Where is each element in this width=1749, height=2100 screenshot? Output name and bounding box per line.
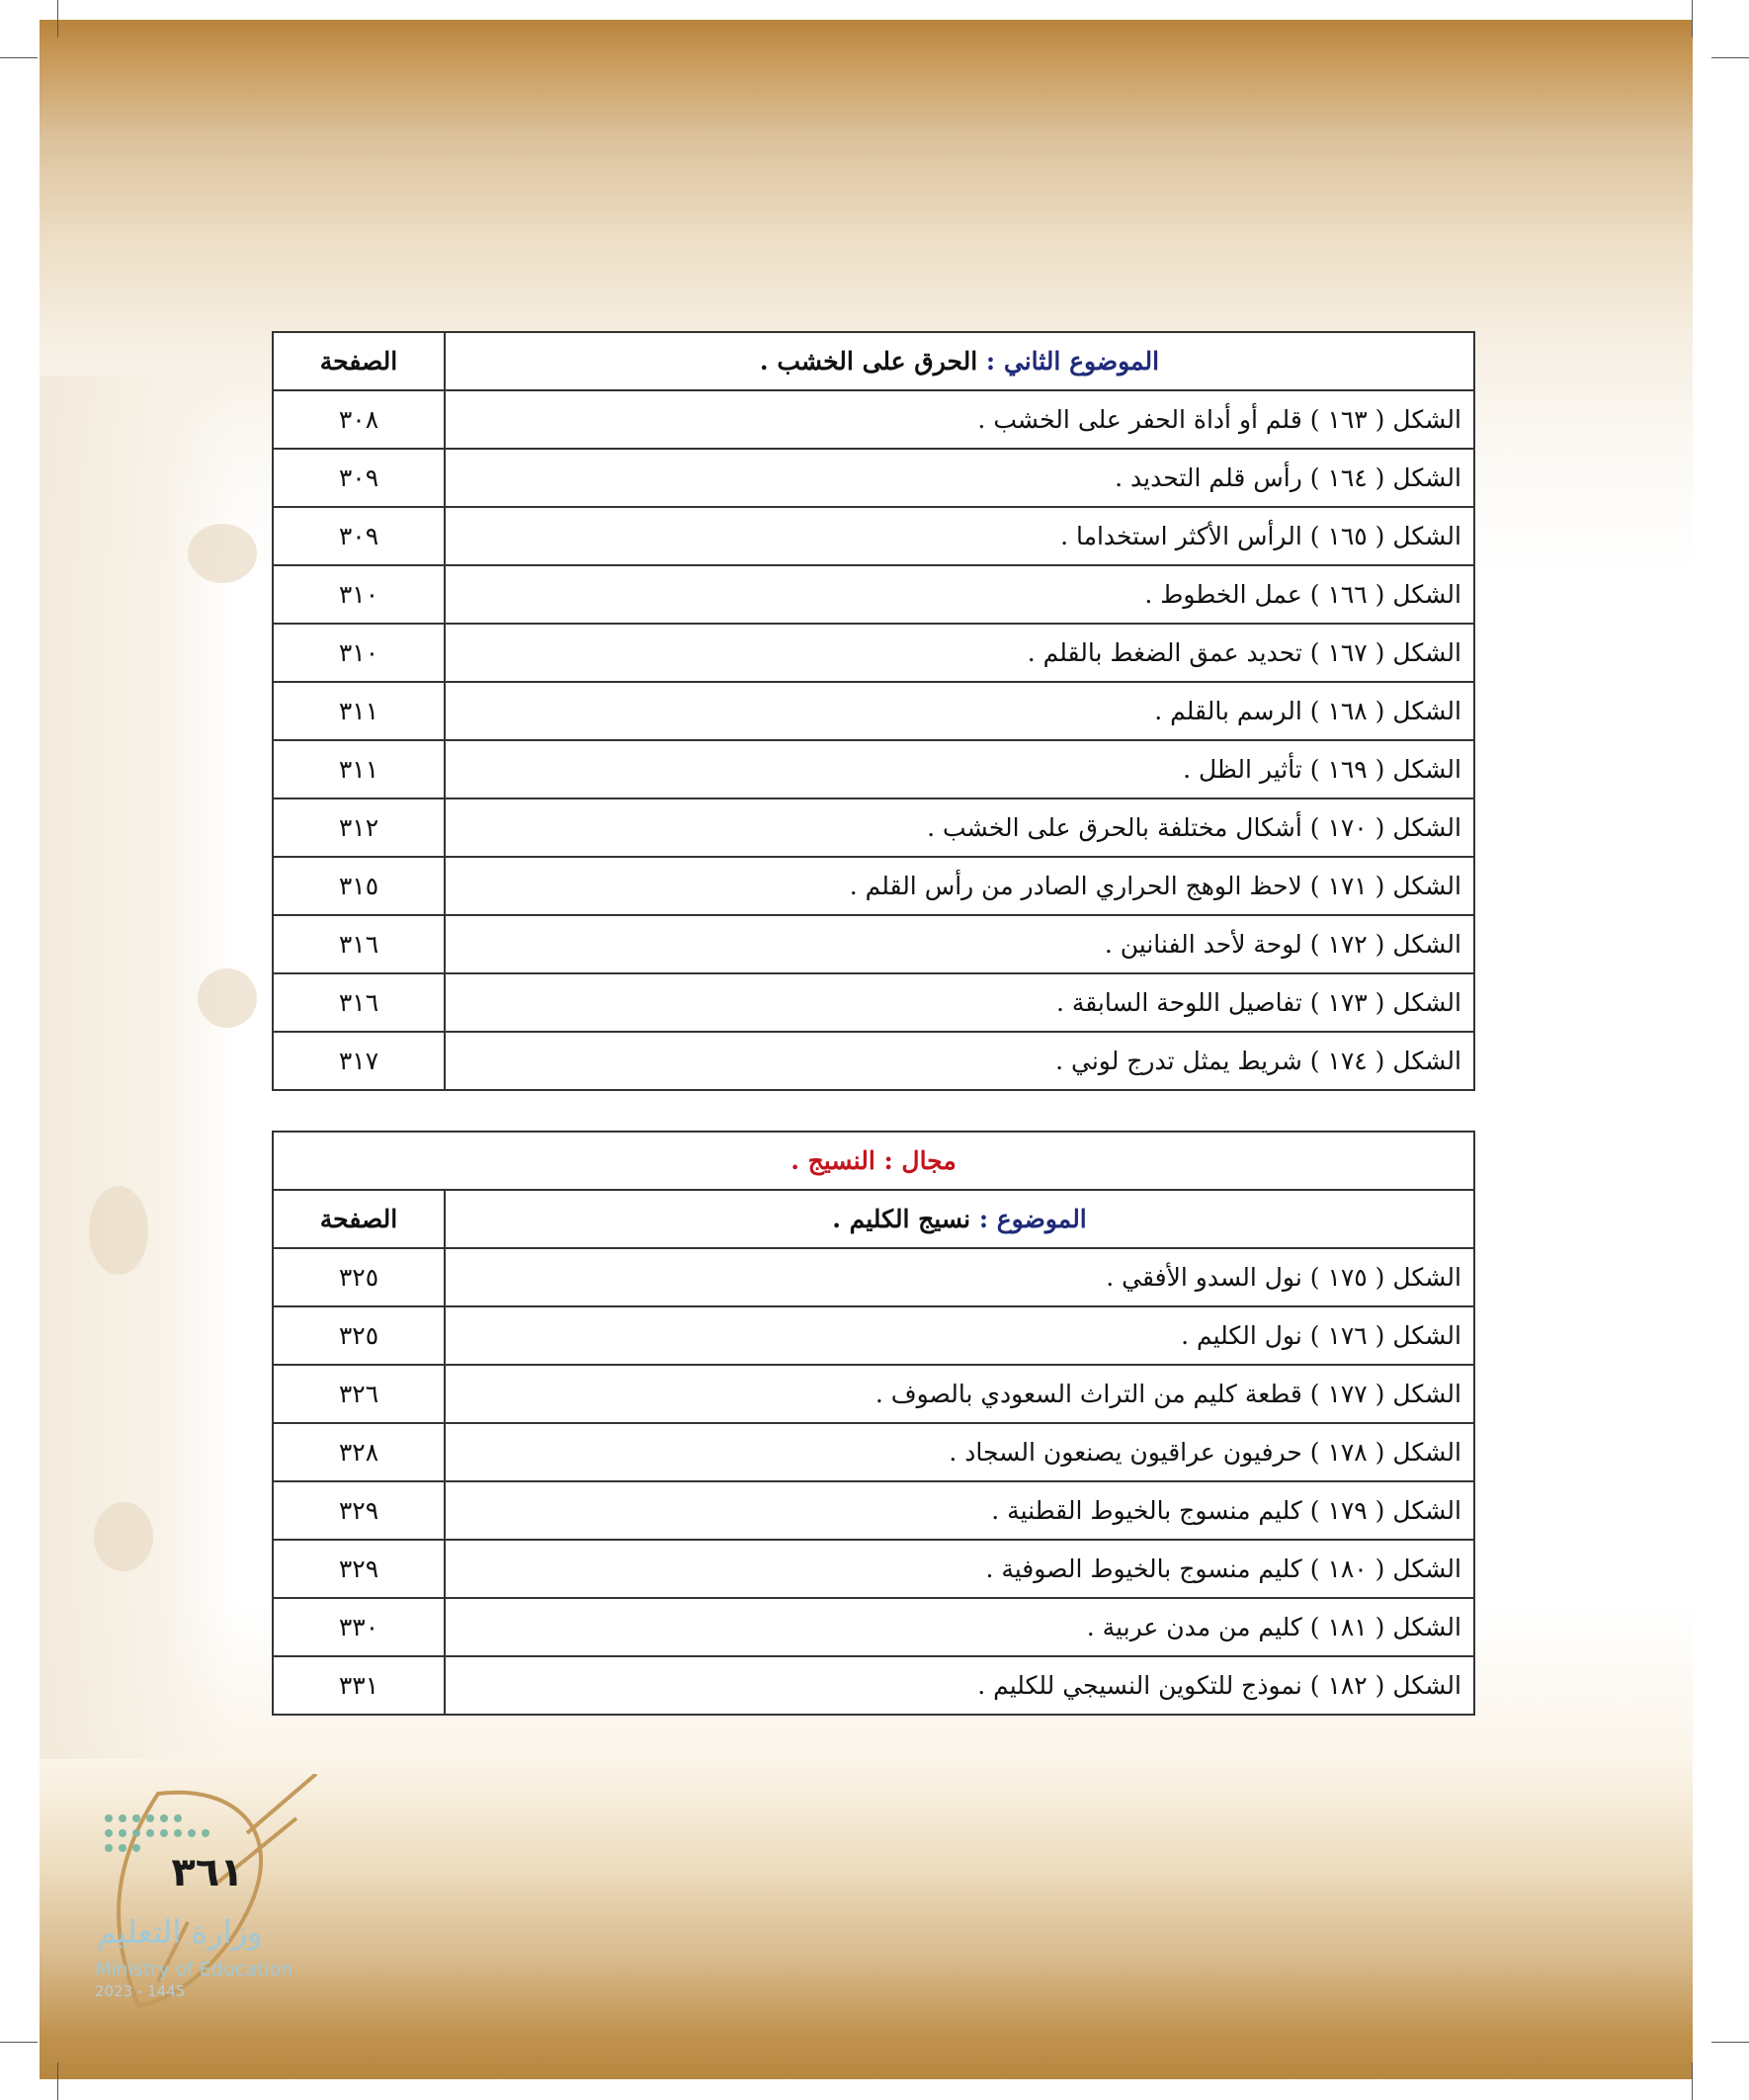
figure-page-number: ٣٢٥ <box>273 1248 445 1306</box>
crop-mark <box>0 57 38 58</box>
figures-table-wood-burning <box>272 331 1475 1091</box>
figure-page-number: ٣٢٩ <box>273 1540 445 1598</box>
figure-description: الشكل ( ١٨١ ) كليم من مدن عربية . <box>445 1598 1474 1656</box>
table-row <box>273 1365 1474 1423</box>
figure-description: الشكل ( ١٦٦ ) عمل الخطوط . <box>445 565 1474 624</box>
table-row <box>273 1248 1474 1306</box>
figure-page-number: ٣٠٩ <box>273 449 445 507</box>
figures-table-weaving <box>272 1131 1475 1716</box>
ministry-name-english: Ministry of Education <box>95 1959 293 1980</box>
decorative-blob <box>198 968 257 1028</box>
table-row <box>273 682 1474 740</box>
page-number: ٣٦١ <box>171 1850 244 1895</box>
topic-title: نسيج الكليم . <box>832 1205 971 1233</box>
table-row <box>273 1481 1474 1540</box>
topic-label: الموضوع الثاني : <box>985 347 1160 376</box>
table-row <box>273 798 1474 857</box>
topic-header-cell <box>445 332 1474 390</box>
figure-description: الشكل ( ١٦٥ ) الرأس الأكثر استخداما . <box>445 507 1474 565</box>
table-row <box>273 390 1474 449</box>
figure-description: الشكل ( ١٦٨ ) الرسم بالقلم . <box>445 682 1474 740</box>
crop-mark <box>1692 2062 1693 2100</box>
figure-page-number: ٣٢٨ <box>273 1423 445 1481</box>
figure-description: الشكل ( ١٨٢ ) نموذج للتكوين النسيجي للكليم . <box>445 1656 1474 1715</box>
table-row <box>273 1032 1474 1090</box>
figure-page-number: ٣٢٦ <box>273 1365 445 1423</box>
figure-page-number: ٣٢٥ <box>273 1306 445 1365</box>
figure-page-number: ٣٠٨ <box>273 390 445 449</box>
topic-header-cell <box>445 1190 1474 1248</box>
table-row <box>273 565 1474 624</box>
decorative-blob <box>94 1502 153 1571</box>
crop-mark <box>1692 0 1693 38</box>
figure-page-number: ٣١٥ <box>273 857 445 915</box>
figure-description: الشكل ( ١٧٠ ) أشكال مختلفة بالحرق على الخشب . <box>445 798 1474 857</box>
table-row <box>273 915 1474 973</box>
table-header-row <box>273 1190 1474 1248</box>
figure-description: الشكل ( ١٧٣ ) تفاصيل اللوحة السابقة . <box>445 973 1474 1032</box>
figure-page-number: ٣١٦ <box>273 973 445 1032</box>
field-row <box>273 1132 1474 1190</box>
figure-description: الشكل ( ١٧٤ ) شريط يمثل تدرج لوني . <box>445 1032 1474 1090</box>
table-row <box>273 449 1474 507</box>
figure-description: الشكل ( ١٧٥ ) نول السدو الأفقي . <box>445 1248 1474 1306</box>
table-row <box>273 857 1474 915</box>
table-row <box>273 1306 1474 1365</box>
figure-description: الشكل ( ١٨٠ ) كليم منسوج بالخيوط الصوفية . <box>445 1540 1474 1598</box>
topic-title: الحرق على الخشب . <box>759 347 978 376</box>
table-row <box>273 1656 1474 1715</box>
table-row <box>273 1540 1474 1598</box>
figure-description: الشكل ( ١٧٩ ) كليم منسوج بالخيوط القطنية . <box>445 1481 1474 1540</box>
figure-description: الشكل ( ١٧١ ) لاحظ الوهج الحراري الصادر من رأس القلم . <box>445 857 1474 915</box>
figure-description: الشكل ( ١٦٣ ) قلم أو أداة الحفر على الخشب . <box>445 390 1474 449</box>
crop-mark <box>1711 57 1749 58</box>
page-column-header: الصفحة <box>273 1190 445 1248</box>
figure-description: الشكل ( ١٧٢ ) لوحة لأحد الفنانين . <box>445 915 1474 973</box>
decorative-blob <box>89 1186 148 1275</box>
figure-description: الشكل ( ١٧٧ ) قطعة كليم من التراث السعودي بالصوف . <box>445 1365 1474 1423</box>
table-row <box>273 624 1474 682</box>
crop-mark <box>0 2042 38 2043</box>
figure-page-number: ٣١٦ <box>273 915 445 973</box>
figure-description: الشكل ( ١٧٦ ) نول الكليم . <box>445 1306 1474 1365</box>
field-title: مجال : النسيج . <box>791 1146 957 1175</box>
crop-mark <box>1711 2042 1749 2043</box>
figure-page-number: ٣٣٠ <box>273 1598 445 1656</box>
figure-description: الشكل ( ١٦٩ ) تأثير الظل . <box>445 740 1474 798</box>
figure-page-number: ٣١١ <box>273 740 445 798</box>
ministry-year: 2023 - 1445 <box>95 1982 186 2000</box>
decorative-blob <box>188 524 257 583</box>
figure-page-number: ٣٢٩ <box>273 1481 445 1540</box>
figure-page-number: ٣١٢ <box>273 798 445 857</box>
figure-page-number: ٣١٠ <box>273 565 445 624</box>
page-column-header: الصفحة <box>273 332 445 390</box>
figure-page-number: ٣٣١ <box>273 1656 445 1715</box>
table-row <box>273 1598 1474 1656</box>
figure-page-number: ٣١١ <box>273 682 445 740</box>
figure-description: الشكل ( ١٦٧ ) تحديد عمق الضغط بالقلم . <box>445 624 1474 682</box>
table-row <box>273 507 1474 565</box>
table-row <box>273 740 1474 798</box>
figure-description: الشكل ( ١٧٨ ) حرفيون عراقيون يصنعون السجاد . <box>445 1423 1474 1481</box>
crop-mark <box>57 0 58 38</box>
topic-label: الموضوع : <box>978 1205 1087 1233</box>
figure-page-number: ٣٠٩ <box>273 507 445 565</box>
figure-page-number: ٣١٠ <box>273 624 445 682</box>
figure-page-number: ٣١٧ <box>273 1032 445 1090</box>
field-cell <box>273 1132 1474 1190</box>
table-row <box>273 973 1474 1032</box>
table-row <box>273 1423 1474 1481</box>
figure-description: الشكل ( ١٦٤ ) رأس قلم التحديد . <box>445 449 1474 507</box>
table-header-row <box>273 332 1474 390</box>
crop-mark <box>57 2062 58 2100</box>
ministry-name-arabic: وزارة التعليم <box>97 1913 263 1951</box>
